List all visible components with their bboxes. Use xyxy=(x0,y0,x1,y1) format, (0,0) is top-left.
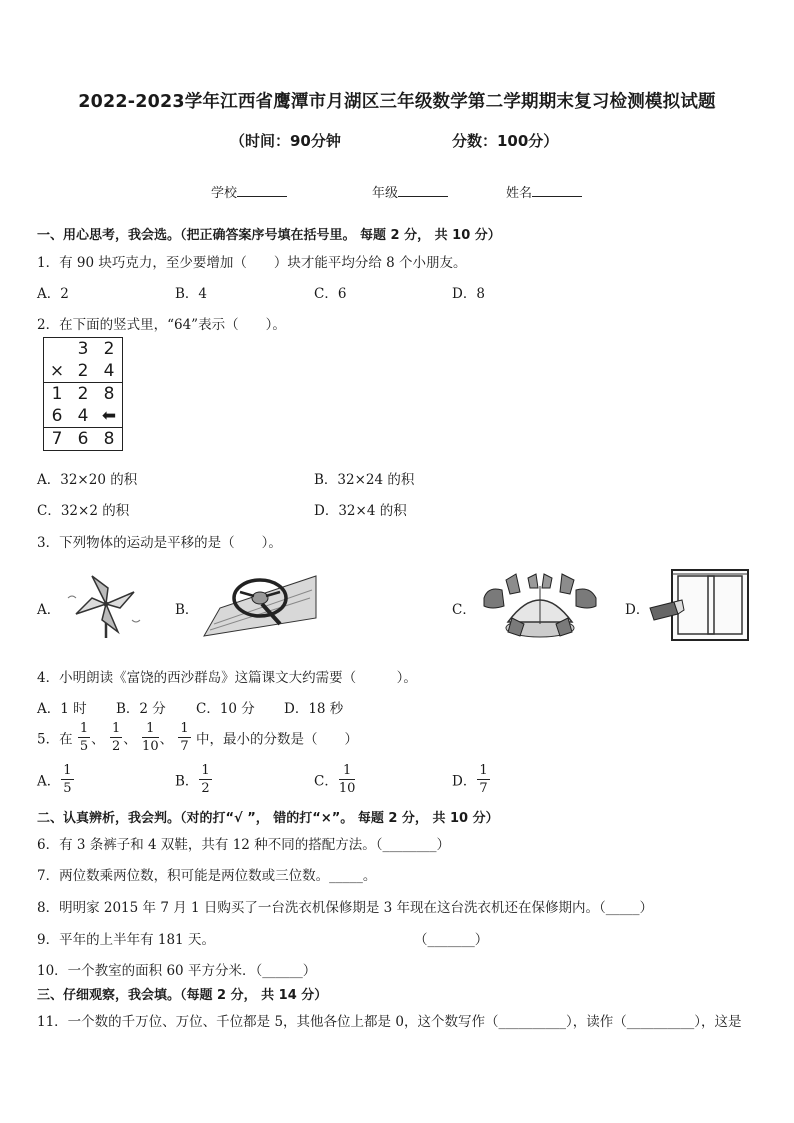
school-label: 学校 xyxy=(211,186,238,201)
q3-option-c[interactable]: C． xyxy=(452,602,476,618)
exam-time: （时间：90分钟 xyxy=(230,132,341,150)
question-11: 11．一个数的千万位、万位、千位都是 5，其他各位上都是 0，这个数写作（__________），读作（__________），这是 xyxy=(37,1014,742,1030)
q5-option-d[interactable]: D． $\frac{1}{7}$ xyxy=(452,763,488,796)
pinwheel-icon xyxy=(62,568,144,640)
grade-label: 年级 xyxy=(372,186,399,201)
q5-option-b[interactable]: B． $\frac{1}{2}$ xyxy=(175,763,210,796)
question-8: 8．明明家 2015 年 7 月 1 日购买了一台洗衣机保修期是 3 年现在这台洗衣机还在保修期内。（_____） xyxy=(37,900,654,916)
q2-option-a[interactable]: A．32×20 的积 xyxy=(37,472,138,488)
section-3-heading: 三、仔细观察，我会填。（每题 2 分， 共 14 分） xyxy=(37,988,328,1003)
fraction: $\frac{1}{2}$ xyxy=(111,721,121,754)
question-2-stem: 2．在下面的竖式里，“64”表示（ ）。 xyxy=(37,317,286,333)
q5-option-c[interactable]: C． $\frac{1}{10}$ xyxy=(314,763,356,796)
sliding-window-icon xyxy=(648,566,752,642)
name-field[interactable] xyxy=(506,182,582,201)
fraction: $\frac{1}{10}$ xyxy=(142,721,159,754)
q2-option-d[interactable]: D．32×4 的积 xyxy=(314,503,407,519)
question-4-stem: 4．小明朗读《富饶的西沙群岛》这篇课文大约需要（ ）。 xyxy=(37,670,417,686)
q1-option-d[interactable]: D．8 xyxy=(452,286,485,302)
spinning-ride-icon xyxy=(478,572,602,642)
grade-blank[interactable] xyxy=(398,184,448,197)
question-10: 10．一个教室的面积 60 平方分米．（______） xyxy=(37,963,317,979)
section-2-heading: 二、认真辨析，我会判。（对的打“√ ”， 错的打“×”。 每题 2 分， 共 10 分） xyxy=(37,811,499,826)
q1-option-a[interactable]: A．2 xyxy=(37,286,69,302)
name-label: 姓名 xyxy=(506,186,533,201)
question-1-stem: 1．有 90 块巧克力，至少要增加（ ）块才能平均分给 8 个小朋友。 xyxy=(37,255,467,271)
arrow-left-icon: ⬅ xyxy=(101,406,117,426)
grade-field[interactable] xyxy=(372,182,448,201)
q4-option-b[interactable]: B．2 分 xyxy=(116,701,166,717)
q1-option-c[interactable]: C．6 xyxy=(314,286,347,302)
q3-option-a[interactable]: A． xyxy=(37,602,61,618)
section-1-heading: 一、用心思考，我会选。（把正确答案序号填在括号里。 每题 2 分， 共 10 分） xyxy=(37,228,501,243)
school-field[interactable] xyxy=(211,182,287,201)
q4-option-c[interactable]: C．10 分 xyxy=(196,701,255,717)
steering-wheel-icon xyxy=(200,568,318,640)
q5-option-a[interactable]: A． $\frac{1}{5}$ xyxy=(37,763,72,796)
question-3-stem: 3．下列物体的运动是平移的是（ ）。 xyxy=(37,535,282,551)
q3-option-d[interactable]: D． xyxy=(625,602,650,618)
q2-option-b[interactable]: B．32×24 的积 xyxy=(314,472,415,488)
fraction: $\frac{1}{5}$ xyxy=(79,721,89,754)
school-blank[interactable] xyxy=(237,184,287,197)
page-title: 2022-2023学年江西省鹰潭市月湖区三年级数学第二学期期末复习检测模拟试题 xyxy=(78,92,716,112)
question-9: 9．平年的上半年有 181 天。 xyxy=(37,932,215,948)
vertical-multiplication: 3 2 × 2 4 1 2 8 6 4 ⬅ 7 6 8 xyxy=(43,337,123,451)
question-5-stem: 5．在 $\frac{1}{5}$ 、 $\frac{1}{2}$ 、 $\frac{1}{10}$ 、 $\frac{1}{7}$ 中，最小的分数是（ ） xyxy=(37,721,358,754)
q2-option-c[interactable]: C．32×2 的积 xyxy=(37,503,130,519)
q3-option-b[interactable]: B． xyxy=(175,602,199,618)
q4-option-d[interactable]: D．18 秒 xyxy=(284,701,344,717)
q1-option-b[interactable]: B．4 xyxy=(175,286,208,302)
question-6: 6．有 3 条裤子和 4 双鞋，共有 12 种不同的搭配方法。（________） xyxy=(37,837,450,853)
question-7: 7．两位数乘两位数，积可能是两位数或三位数。_____。 xyxy=(37,868,377,884)
exam-score: 分数：100分） xyxy=(452,132,559,150)
q4-option-a[interactable]: A．1 时 xyxy=(37,701,87,717)
fraction: $\frac{1}{7}$ xyxy=(180,721,189,754)
q9-answer-blank[interactable]: （_______） xyxy=(414,932,489,948)
name-blank[interactable] xyxy=(532,184,582,197)
